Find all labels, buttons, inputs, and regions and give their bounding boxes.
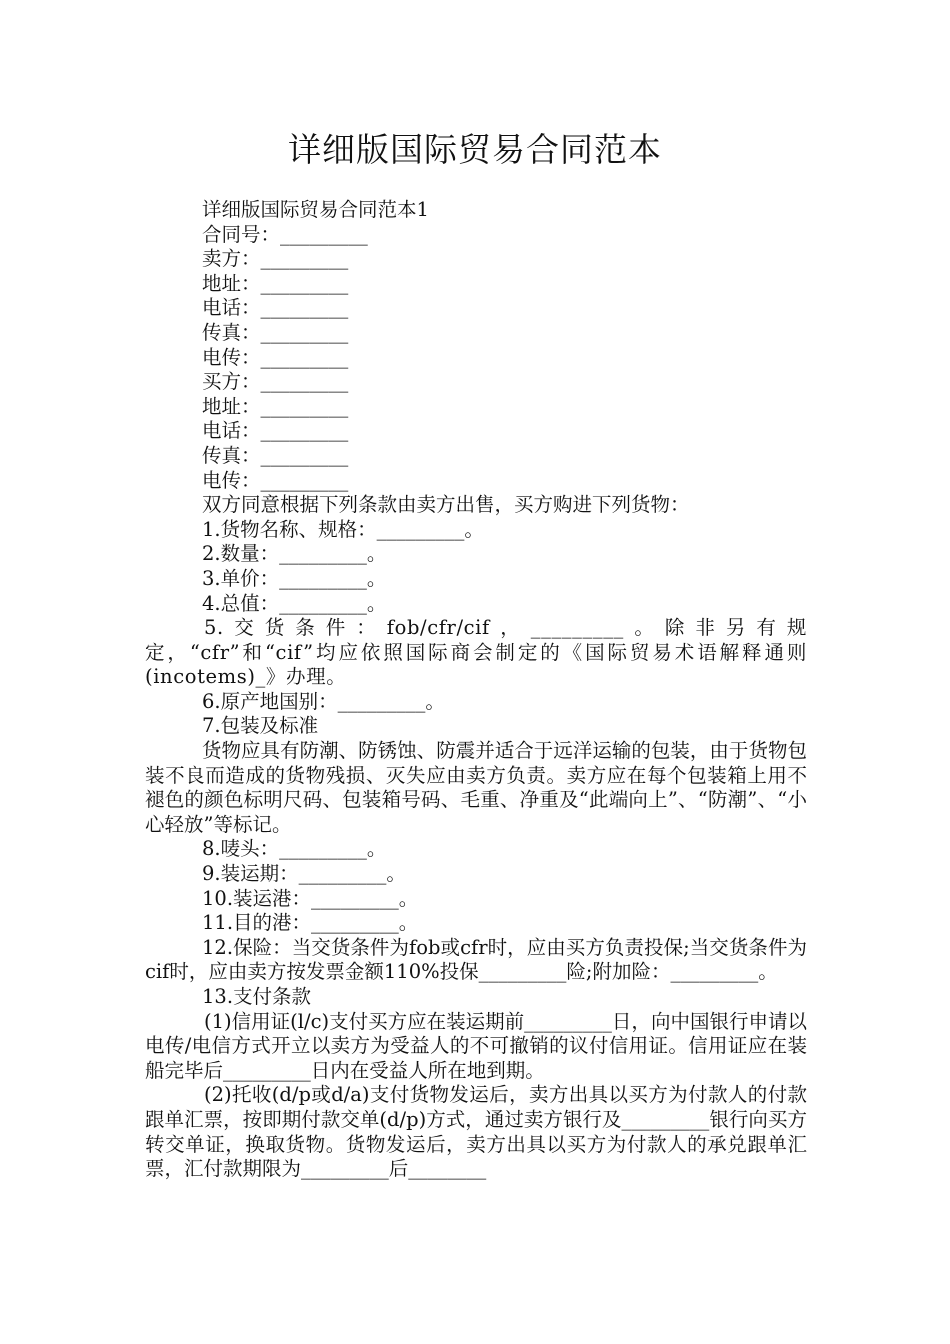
field-seller-telex: 电传：_________ bbox=[202, 345, 349, 369]
clause-13-2: (2)托收(d/p或d/a)支付货物发运后，卖方出具以买方为付款人的付款跟单汇票，按即期付款交单(d/p)方式，通过卖方银行及_________银行向买方转交单证，换取货物。货物发运后，卖方出具以买方为付款人的承兑跟单汇票，汇付款期限为_________后________ bbox=[145, 1083, 807, 1181]
clause-1: 1.货物名称、规格：_________。 bbox=[202, 517, 484, 541]
field-seller-fax: 传真：_________ bbox=[202, 320, 349, 344]
document-subtitle: 详细版国际贸易合同范本1 bbox=[202, 198, 429, 221]
document-title: 详细版国际贸易合同范本 bbox=[288, 130, 662, 169]
clause-4: 4.总值：_________。 bbox=[202, 591, 387, 615]
clause-11: 11.目的港：_________。 bbox=[202, 911, 419, 935]
field-seller: 卖方：_________ bbox=[202, 247, 349, 271]
document-body bbox=[145, 198, 807, 1182]
clause-8: 8.唛头：_________。 bbox=[202, 837, 387, 861]
clause-7-title: 7.包装及标准 bbox=[202, 714, 319, 738]
clause-9: 9.装运期：_________。 bbox=[202, 862, 406, 886]
clause-10: 10.装运港：_________。 bbox=[202, 886, 419, 910]
field-buyer-phone: 电话：_________ bbox=[202, 419, 349, 443]
clause-2: 2.数量：_________。 bbox=[202, 542, 387, 566]
field-contract-no: 合同号：_________ bbox=[202, 222, 368, 246]
field-buyer-fax: 传真：_________ bbox=[202, 443, 349, 467]
clause-5: 5.交货条件：fob/cfr/cif，_________。除非另有规定，“cfr”和“cif”均应依照国际商会制定的《国际贸易术语解释通则(incotems)_》办理。 bbox=[145, 616, 807, 689]
clause-6: 6.原产地国别：_________。 bbox=[202, 689, 445, 713]
clause-7-text: 货物应具有防潮、防锈蚀、防震并适合于远洋运输的包装，由于货物包装不良而造成的货物残损、灭失应由卖方负责。卖方应在每个包装箱上用不褪色的颜色标明尺码、包装箱号码、毛重、净重及“此端向上”、“防潮”、“小心轻放”等标记。 bbox=[145, 739, 807, 836]
clause-13-title: 13.支付条款 bbox=[202, 985, 312, 1008]
clause-3: 3.单价：_________。 bbox=[202, 566, 387, 590]
clause-12: 12.保险：当交货条件为fob或cfr时，应由买方负责投保;当交货条件为cif时，应由卖方按发票金额110%投保_________险;附加险：_________。 bbox=[145, 935, 807, 984]
field-seller-address: 地址：_________ bbox=[202, 271, 349, 295]
field-buyer-address: 地址：_________ bbox=[202, 394, 349, 418]
field-buyer: 买方：_________ bbox=[202, 370, 349, 394]
field-buyer-telex: 电传：_________ bbox=[202, 468, 349, 492]
clause-13-1: (1)信用证(l/c)支付买方应在装运期前_________日，向中国银行申请以电传/电信方式开立以卖方为受益人的不可撤销的议付信用证。信用证应在装船完毕后_________日内在受益人所在地到期。 bbox=[145, 1009, 807, 1082]
intro-text: 双方同意根据下列条款由卖方出售，买方购进下列货物： bbox=[202, 493, 690, 517]
field-seller-phone: 电话：_________ bbox=[202, 296, 349, 320]
